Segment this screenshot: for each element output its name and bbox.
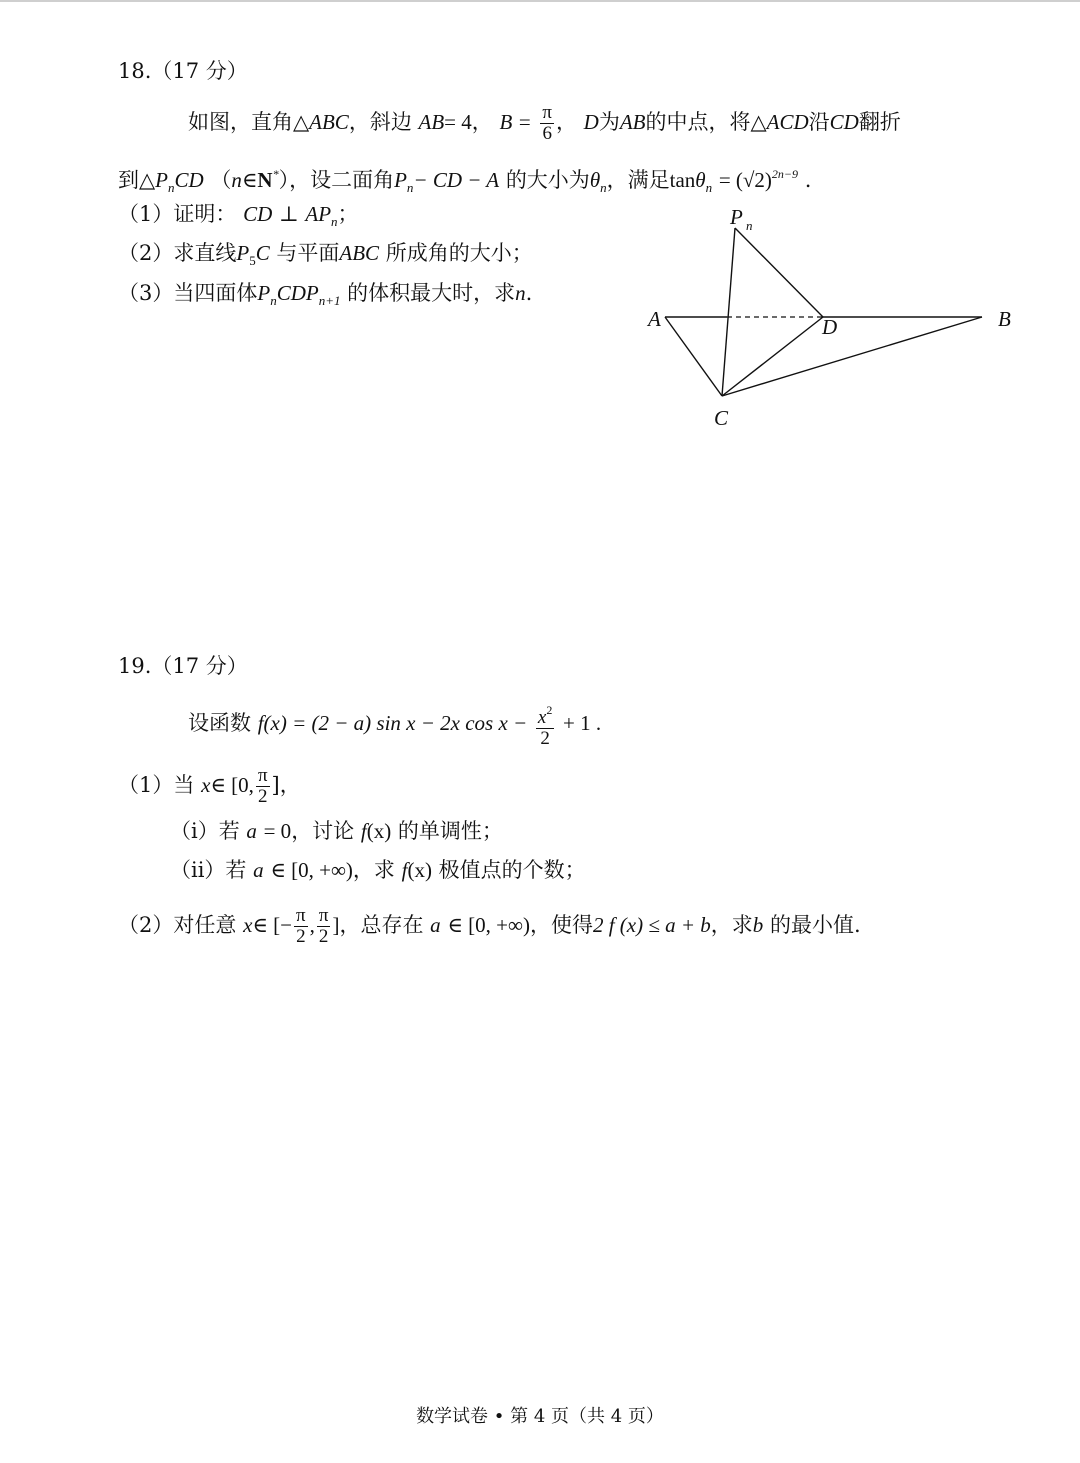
q18-part2: （2）求直线$P_5C$ 与平面ABC 所成角的大小； xyxy=(118,241,533,268)
geometry-figure xyxy=(630,200,1050,440)
edge-C-D xyxy=(722,317,823,396)
label-Pn-sub: n xyxy=(746,218,753,233)
label-D: D xyxy=(822,315,838,339)
q19-part2: （2）对任意 x∈ [− $\frac{\pi}{2}$ , $\frac{\pi}{2}$ ]，总存在 a ∈ [0, +∞)，使得2 f (x) ≤ a + b，求b 的最小值. xyxy=(118,905,861,947)
label-B: B xyxy=(998,307,1011,331)
edge-C-B xyxy=(722,317,982,396)
q19-part1: （1）当 x∈ [0, $\frac{\pi}{2}$ ]， xyxy=(118,765,301,807)
q18-part1: （1）证明： CD ⊥ $AP_n$； xyxy=(118,202,359,229)
edge-Pn-C xyxy=(722,228,735,396)
q19-sub2: （ii）若 a ∈ [0, +∞)，求 f(x) 极值点的个数； xyxy=(170,858,586,882)
q19-sub1: （i）若 a = 0，讨论 f(x) 的单调性； xyxy=(170,819,503,843)
q18-header: 18.（17 分） xyxy=(118,59,248,83)
edge-Pn-D xyxy=(735,228,823,317)
q19-function: 设函数 f(x) = (2 − a) sin x − 2x cos x − $\frac{x^2}{2}$ + 1 . xyxy=(188,700,601,749)
q18-part3: （3）当四面体$P_nCDP_{n+1}$ 的体积最大时，求n. xyxy=(118,281,533,308)
top-border xyxy=(0,0,1080,2)
label-Pn: P xyxy=(730,205,743,229)
q18-line1: 如图，直角△ABC，斜边 AB= 4， B = $\frac{\pi}{6}$ ， D为AB的中点，将△ACD沿CD翻折 xyxy=(188,102,901,144)
label-A: A xyxy=(648,307,661,331)
edge-A-C xyxy=(665,317,722,396)
page-footer: 数学试卷 • 第 4 页（共 4 页） xyxy=(416,1406,664,1427)
q19-header: 19.（17 分） xyxy=(118,654,248,678)
q18-line2: 到$\triangle P_nCD$ （n∈N*），设二面角$P_n-$ CD − A 的大小为$\theta_n$，满足$\tan\theta_n = (√2)^{2n-9}$ . xyxy=(118,167,812,195)
label-C: C xyxy=(714,406,729,430)
